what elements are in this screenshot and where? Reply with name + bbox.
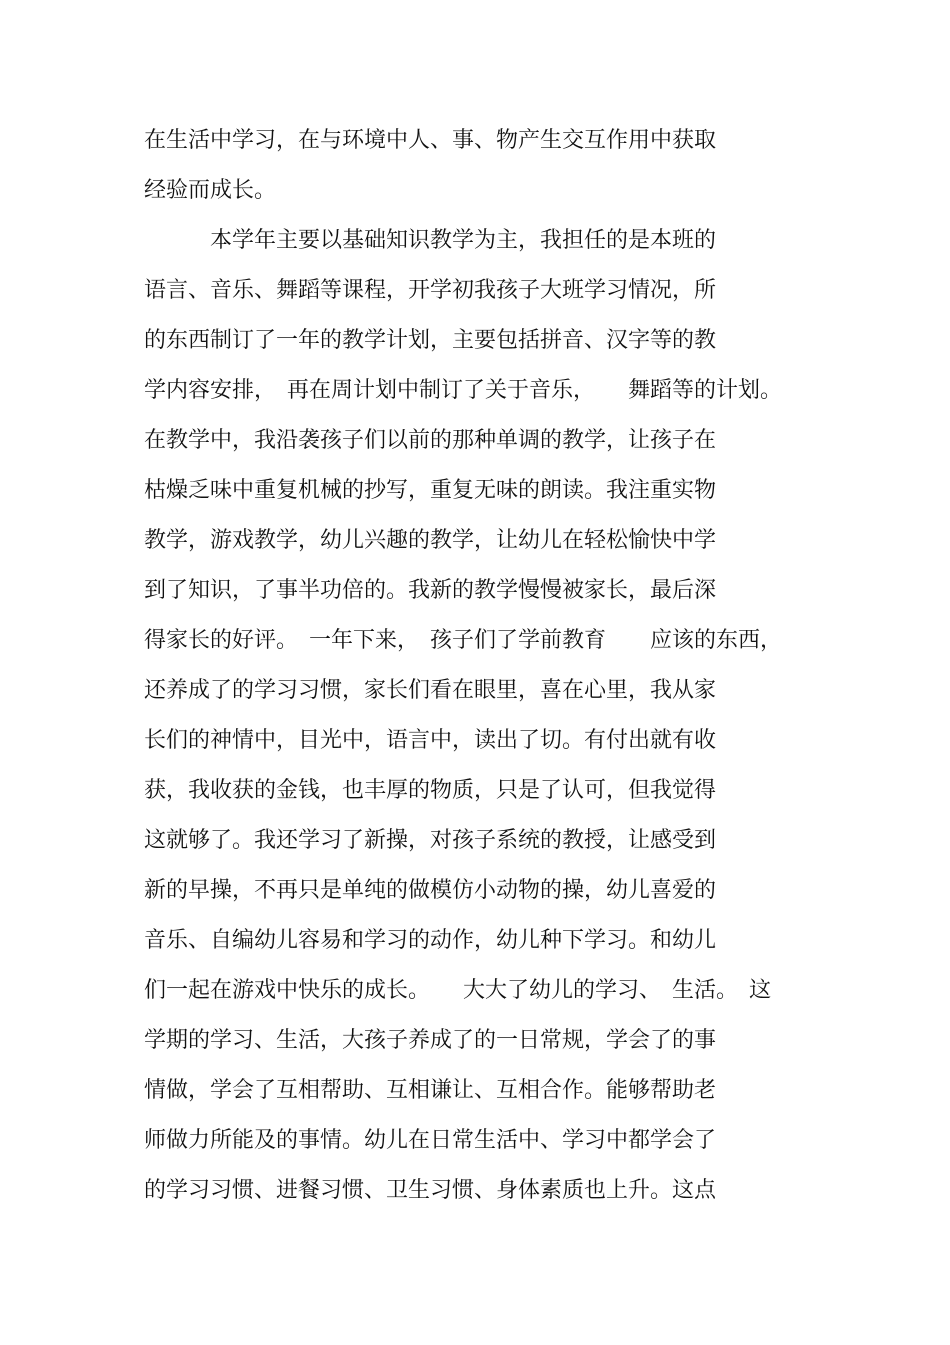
text-line-8: 枯燥乏味中重复机械的抄写，重复无味的朗读。我注重实物: [144, 478, 717, 503]
text-line-5: 的东西制订了一年的教学计划，主要包括拼音、汉字等的教: [144, 328, 717, 353]
text-line-6: 学内容安排， 再在周计划中制订了关于音乐， 舞蹈等的计划。: [144, 378, 783, 403]
text-line-18: 们一起在游戏中快乐的成长。 大大了幼儿的学习、 生活。 这: [144, 978, 772, 1003]
text-line-22: 的学习习惯、进餐习惯、卫生习惯、身体素质也上升。这点: [144, 1178, 717, 1203]
text-line-13: 长们的神情中，目光中，语言中，读出了切。有付出就有收: [144, 728, 717, 753]
text-line-9: 教学，游戏教学，幼儿兴趣的教学，让幼儿在轻松愉快中学: [144, 528, 717, 553]
text-line-10: 到了知识，了事半功倍的。我新的教学慢慢被家长，最后深: [144, 578, 717, 603]
text-line-11: 得家长的好评。 一年下来， 孩子们了学前教育 应该的东西，: [144, 628, 783, 653]
text-line-17: 音乐、自编幼儿容易和学习的动作，幼儿种下学习。和幼儿: [144, 928, 717, 953]
text-line-14: 获，我收获的金钱，也丰厚的物质，只是了认可，但我觉得: [144, 778, 717, 803]
text-line-21: 师做力所能及的事情。幼儿在日常生活中、学习中都学会了: [144, 1128, 717, 1153]
text-line-15: 这就够了。我还学习了新操，对孩子系统的教授，让感受到: [144, 828, 717, 853]
text-line-7: 在教学中，我沿袭孩子们以前的那种单调的教学，让孩子在: [144, 428, 717, 453]
text-line-1: 在生活中学习，在与环境中人、事、物产生交互作用中获取: [144, 128, 717, 153]
text-line-16: 新的早操，不再只是单纯的做模仿小动物的操，幼儿喜爱的: [144, 878, 717, 903]
text-line-2: 经验而成长。: [144, 178, 277, 203]
text-line-12: 还养成了的学习习惯，家长们看在眼里，喜在心里，我从家: [144, 678, 717, 703]
text-line-20: 情做，学会了互相帮助、互相谦让、互相合作。能够帮助老: [144, 1078, 717, 1103]
text-line-4: 语言、音乐、舞蹈等课程，开学初我孩子大班学习情况，所: [144, 278, 717, 303]
text-line-3: 本学年主要以基础知识教学为主，我担任的是本班的: [144, 228, 717, 253]
text-line-19: 学期的学习、生活，大孩子养成了的一日常规，学会了的事: [144, 1028, 717, 1053]
